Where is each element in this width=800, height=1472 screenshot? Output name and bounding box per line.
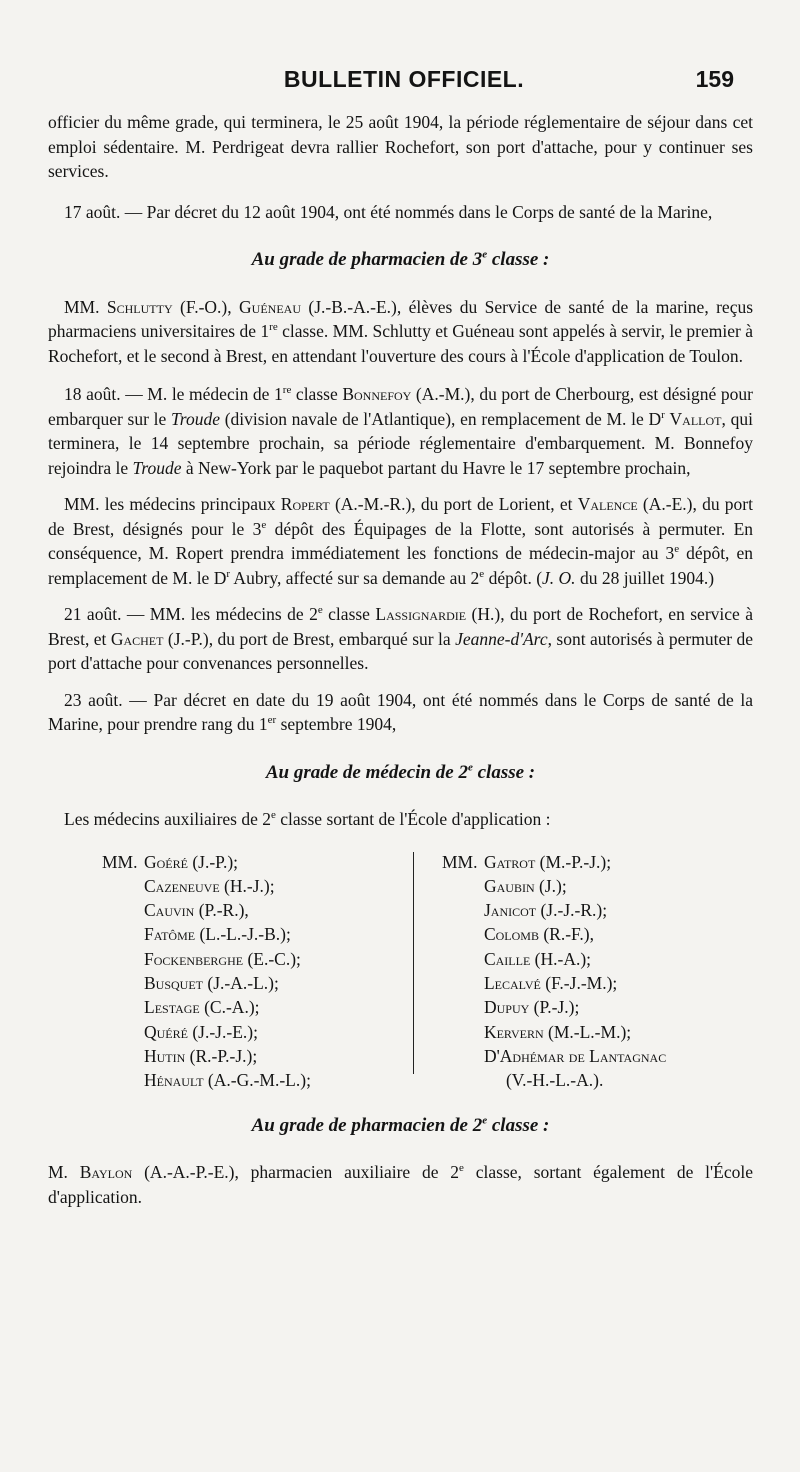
- paragraph-21-aout: 21 août. — MM. les médecins de 2e classe Lassignardie (H.), du port de Rochefort, en service à Brest, et Gachet (J.-P.), du port de Brest, embarqué sur la Jeanne-d'Arc, sont autorisés à permuter de port d'attache pour convenances personnelles.: [48, 604, 754, 673]
- person-initials: (J.-A.-L.);: [203, 972, 279, 993]
- list-item: [442, 850, 753, 874]
- page-body: [48, 110, 753, 1209]
- person-initials: (M.-L.-M.);: [543, 1021, 632, 1042]
- page-header: [48, 66, 760, 98]
- list-item: [102, 1068, 413, 1092]
- person-name: Guéneau: [239, 296, 301, 317]
- person-name: Fockenberghe: [144, 948, 244, 969]
- ship-name: Troude: [132, 457, 182, 478]
- person-initials: (H.-A.);: [530, 948, 592, 969]
- list-item: [442, 947, 753, 971]
- heading-medecin-2e-classe: Au grade de médecin de 2e classe :: [265, 761, 536, 783]
- person-name: Cazeneuve: [144, 875, 220, 896]
- ship-name: Jeanne-d'Arc: [455, 628, 548, 649]
- person-name: Janicot: [483, 900, 537, 921]
- person-name: Dupuy: [483, 997, 530, 1018]
- list-item: [442, 898, 753, 922]
- list-prefix: MM.: [441, 851, 478, 872]
- person-name: Fatôme: [144, 924, 196, 945]
- heading-pharmacien-2e-classe: Au grade de pharmacien de 2e classe :: [251, 1114, 550, 1136]
- list-item: [442, 1044, 753, 1068]
- person-initials: (R.-F.),: [538, 924, 594, 945]
- person-initials: (J.-P.);: [187, 851, 239, 872]
- list-item: [102, 1044, 413, 1068]
- person-initials: (C.-A.);: [199, 997, 260, 1018]
- person-name: D'Adhémar de Lantagnac: [483, 1045, 667, 1066]
- person-name: Busquet: [144, 972, 204, 993]
- paragraph-continuation: officier du même grade, qui terminera, le 25 août 1904, la période réglementaire de séjour dans cet emploi sédentaire. M. Perdrigeat devra rallier Rochefort, son port d'attache, pour y continuer ses services.: [48, 112, 753, 181]
- list-item: [102, 874, 413, 898]
- person-initials: (R.-P.-J.);: [185, 1045, 258, 1066]
- list-item: [102, 995, 413, 1019]
- name-list-columns: [48, 850, 753, 1091]
- list-item: [102, 971, 413, 995]
- person-name: Schlutty: [106, 296, 173, 317]
- running-title: BULLETIN OFFICIEL.: [283, 66, 525, 92]
- person-initials: (H.-J.);: [219, 875, 275, 896]
- person-initials: (E.-C.);: [243, 948, 301, 969]
- paragraph-18-aout: 18 août. — M. le médecin de 1re classe Bonnefoy (A.-M.), du port de Cherbourg, est désigné pour embarquer sur le Troude (division navale de l'Atlantique), en remplacement de M. le $D^r$ Vallot, qui terminera, le 14 septembre prochain, sa période réglementaire d'embarquement. M. Bonnefoy rejoindra le Troude à New-York par le paquebot partant du Havre le 17 septembre prochain,: [48, 384, 753, 478]
- person-initials: (P.-J.);: [529, 997, 580, 1018]
- list-item: [102, 947, 413, 971]
- person-name: Lecalvé: [483, 972, 541, 993]
- person-initials: (P.-R.),: [194, 900, 249, 921]
- name-list-left: [48, 850, 413, 1091]
- ship-name: Troude: [171, 408, 220, 429]
- person-name: Hénault: [144, 1070, 204, 1091]
- person-name: Baylon: [79, 1162, 133, 1182]
- list-item: [102, 922, 413, 946]
- person-initials: (L.-L.-J.-B.);: [195, 924, 291, 945]
- name-list-right: [414, 850, 753, 1091]
- paragraph-17-aout: 17 août. — Par décret du 12 août 1904, ont été nommés dans le Corps de santé de la Marine,: [64, 201, 713, 222]
- list-item: [102, 1020, 413, 1044]
- person-name: Lestage: [144, 997, 200, 1018]
- list-item-continuation: (V.-H.-L.-A.).: [505, 1070, 604, 1091]
- heading-pharmacien-3e-classe: Au grade de pharmacien de 3e classe :: [251, 248, 550, 270]
- list-item: [442, 971, 753, 995]
- person-name: Vallot: [669, 408, 722, 429]
- page-number: 159: [695, 66, 734, 92]
- person-name: Valence: [577, 494, 638, 514]
- person-name: Gaubin: [483, 875, 535, 896]
- person-name: Colomb: [483, 924, 539, 945]
- list-item: [442, 874, 753, 898]
- person-initials: (F.-J.-M.);: [540, 972, 618, 993]
- paragraph-schlutty-gueneau: MM. Schlutty (F.-O.), Guéneau (J.-B.-A.-E.), élèves du Service de santé de la marine, reçus pharmaciens universitaires de 1re classe. MM. Schlutty et Guéneau sont appelés à servir, le premier à Rochefort, et le second à Brest, en attendant l'ouverture des cours à l'École d'application de Toulon.: [48, 296, 754, 366]
- person-name: Gatrot: [483, 851, 536, 872]
- person-initials: (J.-J.-E.);: [187, 1021, 258, 1042]
- person-name: Kervern: [483, 1021, 544, 1042]
- list-item: [102, 898, 413, 922]
- list-item: [102, 850, 413, 874]
- list-item: [442, 922, 753, 946]
- person-name: Hutin: [144, 1045, 186, 1066]
- person-initials: (A.-G.-M.-L.);: [203, 1070, 311, 1091]
- list-prefix: MM.: [102, 851, 138, 872]
- list-item: [442, 995, 753, 1019]
- person-name: Quéré: [144, 1021, 188, 1042]
- person-name: Caille: [483, 948, 531, 969]
- person-name: Lassignardie: [375, 604, 467, 624]
- person-initials: (M.-P.-J.);: [535, 851, 612, 872]
- person-name: Bonnefoy: [342, 384, 412, 404]
- person-name: Goéré: [144, 851, 188, 872]
- list-item: [442, 1020, 753, 1044]
- person-name: Gachet: [110, 628, 164, 649]
- paragraph-23-aout: 23 août. — Par décret en date du 19 août 1904, ont été nommés dans le Corps de santé de la Marine, pour prendre rang du 1er septembre 1904,: [48, 689, 753, 734]
- person-initials: (J.-J.-R.);: [536, 900, 608, 921]
- paragraph-ropert-valence: MM. les médecins principaux Ropert (A.-M.-R.), du port de Lorient, et Valence (A.-E.), du port de Brest, désignés pour le 3e dépôt des Équipages de la Flotte, sont autorisés à permuter. En conséquence, M. Ropert prendra immédiatement les fonctions de médecin-major au 3e dépôt, en remplacement de M. le $D^r$ Aubry, affecté sur sa demande au 2e dépôt. (J. O. du 28 juillet 1904.): [48, 494, 754, 588]
- paragraph-medecins-auxiliaires: Les médecins auxiliaires de 2e classe sortant de l'École d'application :: [64, 809, 551, 829]
- person-name: Ropert: [280, 494, 330, 514]
- paragraph-baylon: M. Baylon (A.-A.-P.-E.), pharmacien auxiliaire de 2e classe, sortant également de l'École d'application.: [48, 1162, 753, 1207]
- person-name: Cauvin: [144, 900, 195, 921]
- person-initials: (J.);: [534, 875, 567, 896]
